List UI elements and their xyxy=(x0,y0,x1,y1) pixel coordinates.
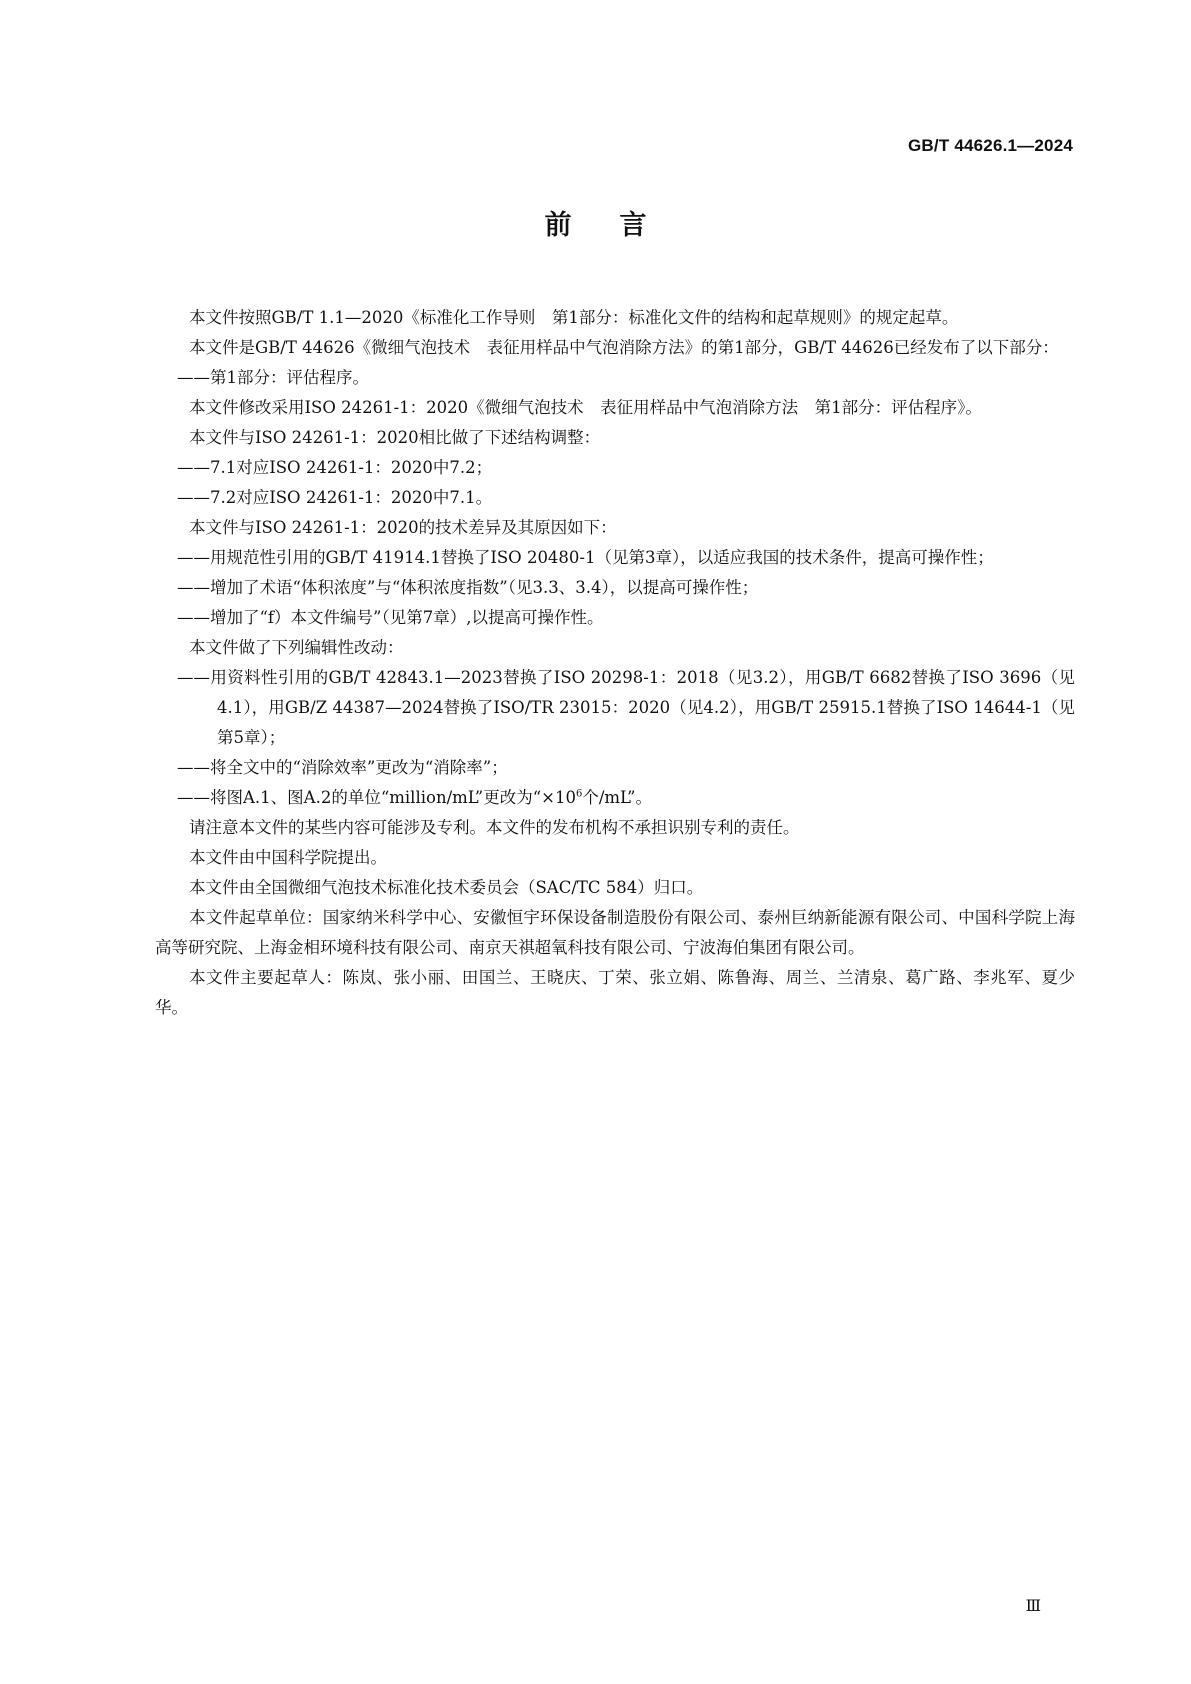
standard-number: GB/T 44626.1—2024 xyxy=(908,136,1073,155)
page-title xyxy=(0,203,1191,242)
paragraph-drafting-units: 本文件起草单位：国家纳米科学中心、安徽恒宇环保设备制造股份有限公司、泰州巨纳新能源有限公司、中国科学院上海高等研究院、上海金相环境科技有限公司、南京天祺超氧科技有限公司、宁波海伯集团有限公司。 xyxy=(155,908,1075,957)
editorial-3-superscript: 6 xyxy=(575,788,583,800)
list-item-tech-diff-2: ——增加了术语“体积浓度”与“体积浓度指数”（见3.3、3.4），以提高可操作性； xyxy=(177,578,759,597)
paragraph-drafters: 本文件主要起草人：陈岚、张小丽、田国兰、王晓庆、丁荣、张立娟、陈鲁海、周兰、兰清泉、葛广路、李兆军、夏少华。 xyxy=(155,968,1075,1017)
paragraph-structure-changes: 本文件与ISO 24261-1：2020相比做了下述结构调整： xyxy=(189,428,601,447)
editorial-3-text-a: ——将图A.1、图A.2的单位“million/mL”更改为“×10 xyxy=(177,788,576,807)
list-item-editorial-1: ——用资料性引用的GB/T 42843.1—2023替换了ISO 20298-1：2018（见3.2），用GB/T 6682替换了ISO 3696（见4.1），用GB/Z 44387—2024替换了ISO/TR 23015：2020（见4.2），用GB/T 25915.1替换了ISO 14644-1（见第5章）； xyxy=(177,668,1075,747)
list-item-tech-diff-3: ——增加了“f）本文件编号”（见第7章）,以提高可操作性。 xyxy=(177,608,604,627)
paragraph-patent-notice: 请注意本文件的某些内容可能涉及专利。本文件的发布机构不承担识别专利的责任。 xyxy=(189,818,800,837)
paragraph-proposer: 本文件由中国科学院提出。 xyxy=(189,848,387,867)
title-char-1: 前 xyxy=(544,210,572,241)
list-item-structure-2: ——7.2对应ISO 24261-1：2020中7.1。 xyxy=(177,488,493,507)
list-item-editorial-2: ——将全文中的“消除效率”更改为“消除率”； xyxy=(177,758,508,777)
paragraph-iso-adoption: 本文件修改采用ISO 24261-1：2020《微细气泡技术 表征用样品中气泡消除方法 第1部分：评估程序》。 xyxy=(189,398,982,417)
list-item-tech-diff-1: ——用规范性引用的GB/T 41914.1替换了ISO 20480-1（见第3章），以适应我国的技术条件，提高可操作性； xyxy=(177,548,994,567)
foreword-body xyxy=(155,303,1075,1023)
list-item-part-1: ——第1部分：评估程序。 xyxy=(177,368,369,387)
paragraph-editorial-changes: 本文件做了下列编辑性改动： xyxy=(189,638,404,657)
paragraph-drafting-rules: 本文件按照GB/T 1.1—2020《标准化工作导则 第1部分：标准化文件的结构和起草规则》的规定起草。 xyxy=(189,308,959,327)
title-char-2: 言 xyxy=(619,210,647,241)
editorial-3-text-b: 个/mL”。 xyxy=(582,788,652,807)
list-item-structure-1: ——7.1对应ISO 24261-1：2020中7.2； xyxy=(177,458,493,477)
paragraph-part-info: 本文件是GB/T 44626《微细气泡技术 表征用样品中气泡消除方法》的第1部分，GB/T 44626已经发布了以下部分： xyxy=(189,338,1059,357)
list-item-editorial-3 xyxy=(155,783,1075,813)
paragraph-committee: 本文件由全国微细气泡技术标准化技术委员会（SAC/TC 584）归口。 xyxy=(189,878,704,897)
paragraph-technical-differences: 本文件与ISO 24261-1：2020的技术差异及其原因如下： xyxy=(189,518,617,537)
page-number: Ⅲ xyxy=(1025,1596,1041,1615)
